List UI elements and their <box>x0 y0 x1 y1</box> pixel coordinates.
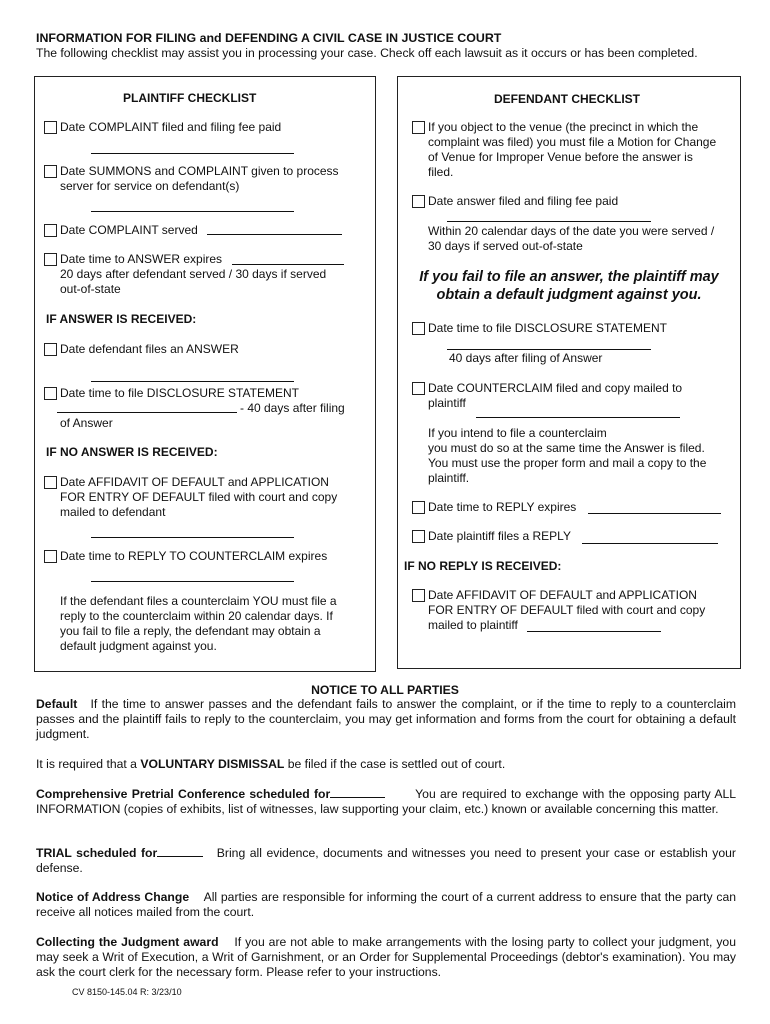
plaintiff-item-answer-note-cont: out-of-state <box>60 282 121 296</box>
defendant-checkbox-affidavit[interactable] <box>412 589 425 602</box>
defendant-item-reply-expires: Date time to REPLY expires <box>428 500 577 514</box>
defendant-item-affidavit-cont: FOR ENTRY OF DEFAULT filed with court and copy <box>428 603 706 617</box>
notice-default-paragraph <box>36 697 736 742</box>
plaintiff-date-line[interactable] <box>232 264 344 265</box>
plaintiff-counterclaim-note: default judgment against you. <box>60 639 217 653</box>
plaintiff-heading: PLAINTIFF CHECKLIST <box>123 91 257 105</box>
plaintiff-date-line[interactable] <box>91 153 294 154</box>
plaintiff-counterclaim-note: you fail to file a reply, the defendant may obtain a <box>60 624 321 638</box>
defendant-warning-cont: obtain a default judgment against you. <box>436 287 702 303</box>
defendant-item-plaintiff-reply: Date plaintiff files a REPLY <box>428 529 571 543</box>
plaintiff-date-line[interactable] <box>91 381 294 382</box>
plaintiff-item-affidavit-cont2: mailed to defendant <box>60 505 166 519</box>
defendant-disclosure-note: 40 days after filing of Answer <box>449 351 603 365</box>
defendant-date-line[interactable] <box>476 417 680 418</box>
plaintiff-item-answer-expires: Date time to ANSWER expires <box>60 252 223 266</box>
notice-address-paragraph <box>36 890 736 920</box>
defendant-section-if-no-reply: IF NO REPLY IS RECEIVED: <box>404 559 562 573</box>
defendant-date-line[interactable] <box>447 349 651 350</box>
plaintiff-date-line[interactable] <box>91 537 294 538</box>
plaintiff-checkbox-affidavit[interactable] <box>44 476 57 489</box>
plaintiff-checkbox-disclosure[interactable] <box>44 387 57 400</box>
plaintiff-item-complaint-filed: Date COMPLAINT filed and filing fee paid <box>60 120 282 134</box>
plaintiff-checkbox-complaint-served[interactable] <box>44 224 57 237</box>
notice-collect-paragraph <box>36 935 736 980</box>
plaintiff-counterclaim-note: If the defendant files a counterclaim YOU must file a <box>60 594 337 608</box>
notice-dismissal-post: be filed if the case is settled out of court. <box>287 757 506 771</box>
plaintiff-checkbox-complaint-filed[interactable] <box>44 121 57 134</box>
defendant-item-counterclaim-cont: plaintiff <box>428 396 466 410</box>
notice-collect-text: If you are not able to make arrangements with the losing party to collect your judgment, you may seek a Writ of Execution, a Writ of Garnishment, or an Order for Supplemental Proceedings (debtor's examination). You may ask the court clerk for the necessary form. Please refer to your instructions. <box>36 935 736 979</box>
defendant-item-venue-cont: filed. <box>428 165 454 179</box>
plaintiff-date-line[interactable] <box>91 581 294 582</box>
notice-trial-label: TRIAL scheduled for <box>36 846 158 860</box>
notice-dismissal-bold: VOLUNTARY DISMISSAL <box>140 757 285 771</box>
defendant-date-line[interactable] <box>588 513 721 514</box>
notice-collect-label: Collecting the Judgment award <box>36 935 219 949</box>
plaintiff-item-disclosure-note-cont: of Answer <box>60 416 113 430</box>
plaintiff-date-line[interactable] <box>57 412 237 413</box>
defendant-warning: If you fail to file an answer, the plaintiff may <box>419 269 719 285</box>
plaintiff-item-disclosure-note: - 40 days after filing <box>240 401 345 415</box>
notice-default-text: If the time to answer passes and the defendant fails to answer the complaint, or if the time to reply to a counterclaim passes and the plaintiff fails to reply to the counterclaim, you may get information and forms from the court for obtaining a default judgment. <box>36 697 736 741</box>
notice-dismissal-pre: It is required that a <box>36 757 137 771</box>
trial-date-blank[interactable] <box>157 856 203 857</box>
defendant-item-venue-cont: complaint was filed) you must file a Motion for Change <box>428 135 717 149</box>
notice-trial-paragraph <box>36 846 736 876</box>
notice-pretrial-label: Comprehensive Pretrial Conference scheduled for <box>36 787 331 801</box>
defendant-date-line[interactable] <box>527 631 661 632</box>
plaintiff-section-if-answer: IF ANSWER IS RECEIVED: <box>46 312 197 326</box>
defendant-date-line[interactable] <box>447 221 651 222</box>
notice-address-label: Notice of Address Change <box>36 890 190 904</box>
defendant-checkbox-answer-filed[interactable] <box>412 195 425 208</box>
defendant-item-venue: If you object to the venue (the precinct in which the <box>428 120 699 134</box>
plaintiff-item-defendant-answer: Date defendant files an ANSWER <box>60 342 239 356</box>
plaintiff-item-summons: Date SUMMONS and COMPLAINT given to process <box>60 164 339 178</box>
defendant-counterclaim-note: You must use the proper form and mail a copy to the <box>428 456 707 470</box>
plaintiff-item-affidavit-cont: FOR ENTRY OF DEFAULT filed with court and copy <box>60 490 338 504</box>
notice-pretrial-paragraph <box>36 787 736 817</box>
notice-heading: NOTICE TO ALL PARTIES <box>311 683 459 697</box>
defendant-date-line[interactable] <box>582 543 718 544</box>
defendant-item-answer-filed: Date answer filed and filing fee paid <box>428 194 619 208</box>
plaintiff-checkbox-defendant-answer[interactable] <box>44 343 57 356</box>
defendant-counterclaim-note: you must do so at the same time the Answer is filed. <box>428 441 705 455</box>
plaintiff-date-line[interactable] <box>91 211 294 212</box>
defendant-checkbox-venue[interactable] <box>412 121 425 134</box>
defendant-answer-note: Within 20 calendar days of the date you were served / <box>428 224 715 238</box>
defendant-checkbox-plaintiff-reply[interactable] <box>412 530 425 543</box>
defendant-item-affidavit-cont2: mailed to plaintiff <box>428 618 518 632</box>
plaintiff-date-line[interactable] <box>207 234 342 235</box>
defendant-checkbox-counterclaim[interactable] <box>412 382 425 395</box>
plaintiff-item-answer-note: 20 days after defendant served / 30 days if served <box>60 267 327 281</box>
plaintiff-item-complaint-served: Date COMPLAINT served <box>60 223 198 237</box>
plaintiff-item-reply-counterclaim: Date time to REPLY TO COUNTERCLAIM expires <box>60 549 328 563</box>
defendant-item-disclosure: Date time to file DISCLOSURE STATEMENT <box>428 321 667 335</box>
defendant-checkbox-reply-expires[interactable] <box>412 501 425 514</box>
defendant-counterclaim-note: If you intend to file a counterclaim <box>428 426 607 440</box>
plaintiff-item-summons-cont: server for service on defendant(s) <box>60 179 240 193</box>
defendant-counterclaim-note: plaintiff. <box>428 471 470 485</box>
notice-default-label: Default <box>36 697 78 711</box>
defendant-item-affidavit: Date AFFIDAVIT OF DEFAULT and APPLICATION <box>428 588 697 602</box>
page-title: INFORMATION FOR FILING and DEFENDING A CIVIL CASE IN JUSTICE COURT <box>36 31 502 45</box>
defendant-heading: DEFENDANT CHECKLIST <box>494 92 640 106</box>
notice-trial-text: Bring all evidence, documents and witnesses you need to present your case or establish your defense. <box>36 846 736 875</box>
plaintiff-item-disclosure: Date time to file DISCLOSURE STATEMENT <box>60 386 299 400</box>
notice-address-text: All parties are responsible for informing the court of a current address to ensure that the party can receive all notices mailed from the court. <box>36 890 737 919</box>
plaintiff-counterclaim-note: reply to the counterclaim within 20 calendar days. If <box>60 609 333 623</box>
notice-dismissal-paragraph <box>36 757 736 772</box>
defendant-item-counterclaim: Date COUNTERCLAIM filed and copy mailed to <box>428 381 683 395</box>
plaintiff-item-affidavit: Date AFFIDAVIT OF DEFAULT and APPLICATION <box>60 475 329 489</box>
page-subtitle: The following checklist may assist you in processing your case. Check off each lawsuit as it occurs or has been completed. <box>36 46 698 60</box>
defendant-answer-note-cont: 30 days if served out-of-state <box>428 239 583 253</box>
plaintiff-checkbox-summons[interactable] <box>44 165 57 178</box>
pretrial-date-blank[interactable] <box>330 797 385 798</box>
defendant-item-venue-cont: of Venue for Improper Venue before the answer is <box>428 150 693 164</box>
form-id-footer: CV 8150-145.04 R: 3/23/10 <box>72 987 182 997</box>
plaintiff-checkbox-reply-counterclaim[interactable] <box>44 550 57 563</box>
notice-pretrial-text: You are required to exchange with the opposing party ALL INFORMATION (copies of exhibits, list of witnesses, law supporting your claim, etc.) known or available concerning this matter. <box>36 787 737 816</box>
plaintiff-checkbox-answer-expires[interactable] <box>44 253 57 266</box>
defendant-checkbox-disclosure[interactable] <box>412 322 425 335</box>
plaintiff-section-if-no-answer: IF NO ANSWER IS RECEIVED: <box>46 445 218 459</box>
